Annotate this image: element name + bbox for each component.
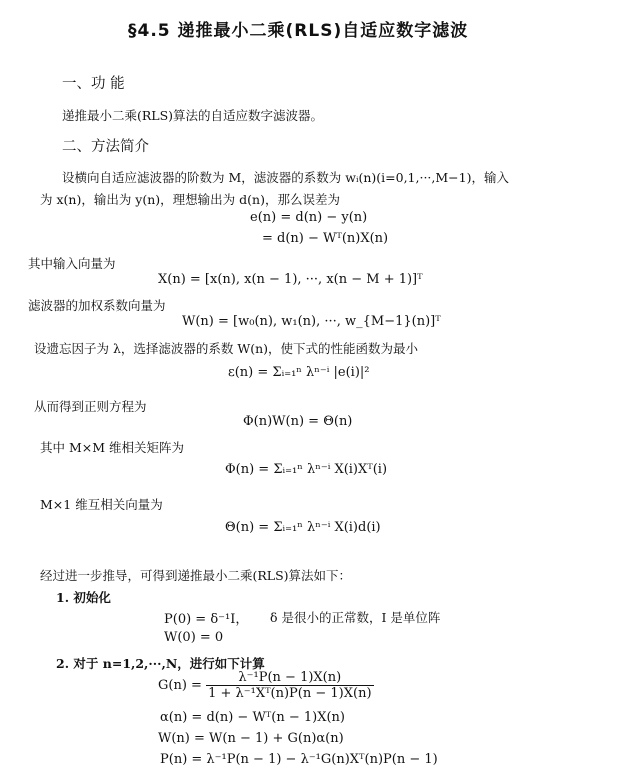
- section-heading-method: 二、方法简介: [62, 139, 149, 155]
- equation-alpha: α(n) = d(n) − Wᵀ(n − 1)X(n): [160, 710, 345, 725]
- step1-label: 1. 初始化: [56, 590, 111, 605]
- intro-paragraph-line1: 设横向自适应滤波器的阶数为 M，滤波器的系数为 wᵢ(n)(i=0,1,···,M−1)，输入: [62, 170, 509, 185]
- section-heading-function: 一、功 能: [62, 76, 125, 92]
- equation-correlation-matrix: Φ(n) = Σᵢ₌₁ⁿ λⁿ⁻ⁱ X(i)Xᵀ(i): [225, 462, 388, 477]
- equation-weight-vector: W(n) = [w₀(n), w₁(n), ···, w_{M−1}(n)]ᵀ: [182, 314, 441, 329]
- derivation-text: 经过进一步推导，可得到递推最小二乘(RLS)算法如下：: [40, 568, 352, 583]
- equation-p-update: P(n) = λ⁻¹P(n − 1) − λ⁻¹G(n)Xᵀ(n)P(n − 1): [160, 752, 438, 767]
- equation-init-p: P(0) = δ⁻¹I，: [164, 612, 249, 627]
- forgetting-factor-text: 设遗忘因子为 λ，选择滤波器的系数 W(n)，使下式的性能函数为最小: [34, 341, 419, 356]
- equation-gain-denominator: 1 + λ⁻¹Xᵀ(n)P(n − 1)X(n): [208, 686, 372, 701]
- correlation-matrix-label: 其中 M×M 维相关矩阵为: [40, 440, 185, 455]
- equation-error-1: e(n) = d(n) − y(n): [250, 210, 368, 225]
- equation-gain-numerator: λ⁻¹P(n − 1)X(n): [206, 670, 373, 686]
- equation-cost-function: ε(n) = Σᵢ₌₁ⁿ λⁿ⁻ⁱ |e(i)|²: [228, 365, 370, 380]
- equation-w-update: W(n) = W(n − 1) + G(n)α(n): [158, 731, 344, 746]
- weight-vector-label: 滤波器的加权系数向量为: [28, 298, 166, 313]
- equation-init-w: W(0) = 0: [164, 630, 224, 645]
- cross-correlation-label: M×1 维互相关向量为: [40, 497, 163, 512]
- equation-gain-left: G(n) =: [158, 678, 202, 693]
- equation-cross-correlation: Θ(n) = Σᵢ₌₁ⁿ λⁿ⁻ⁱ X(i)d(i): [225, 520, 381, 535]
- equation-gain-fraction: [206, 670, 373, 701]
- page-title: §4.5 递推最小二乘(RLS)自适应数字滤波: [128, 21, 469, 41]
- equation-normal: Φ(n)W(n) = Θ(n): [243, 414, 353, 429]
- init-note: δ 是很小的正常数，I 是单位阵: [270, 610, 441, 625]
- step2-label: 2. 对于 n=1,2,···,N，进行如下计算: [56, 656, 265, 671]
- equation-gain: [158, 670, 374, 701]
- input-vector-label: 其中输入向量为: [28, 256, 116, 271]
- function-description: 递推最小二乘(RLS)算法的自适应数字滤波器。: [62, 108, 324, 123]
- equation-error-2: = d(n) − Wᵀ(n)X(n): [262, 231, 389, 246]
- equation-input-vector: X(n) = [x(n), x(n − 1), ···, x(n − M + 1)]ᵀ: [158, 272, 423, 287]
- normal-equation-label: 从而得到正则方程为: [34, 399, 147, 414]
- intro-paragraph-line2: 为 x(n)，输出为 y(n)，理想输出为 d(n)，那么误差为: [40, 192, 340, 207]
